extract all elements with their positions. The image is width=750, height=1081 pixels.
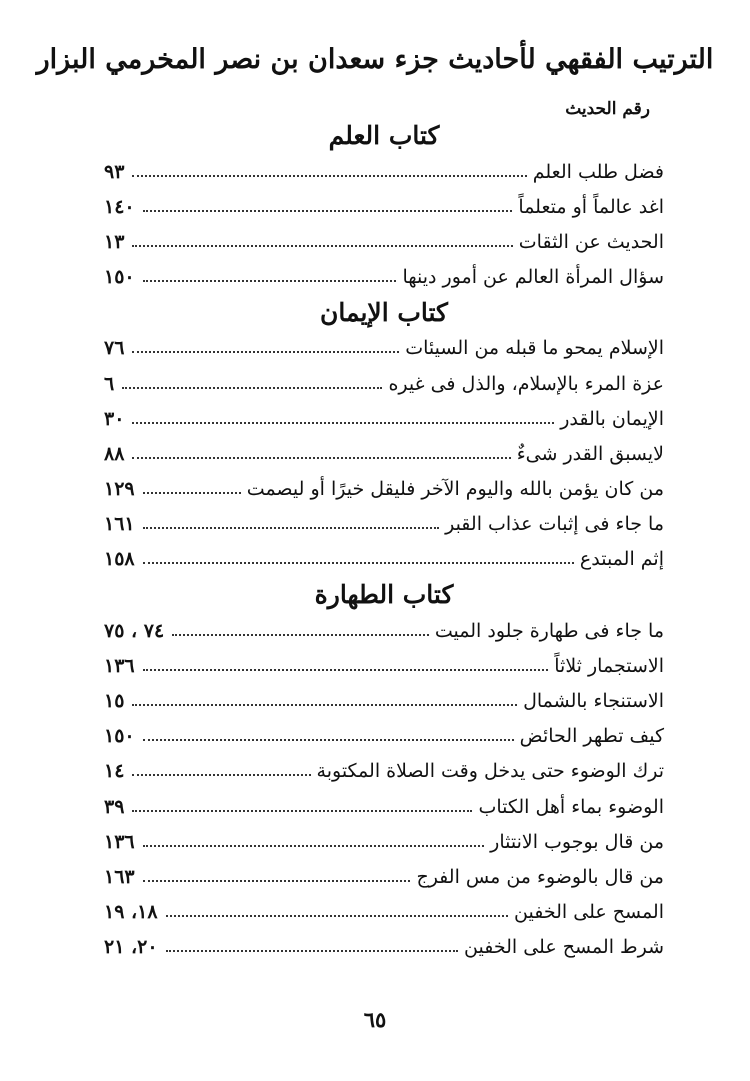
index-entry xyxy=(104,154,664,189)
index-entry xyxy=(104,824,664,859)
index-entry xyxy=(104,542,664,577)
section-title-purification: كتاب الطهارة xyxy=(314,580,454,610)
entry-hadith-numbers: ٣٠ xyxy=(104,407,125,430)
entry-topic: الإسلام يمحو ما قبله من السيئات xyxy=(405,337,664,360)
dot-leader xyxy=(143,492,241,494)
dot-leader xyxy=(143,562,574,564)
entry-hadith-numbers: ١٦١ xyxy=(104,513,135,536)
page-title: الترتيب الفقهي لأحاديث جزء سعدان بن نصر المخرمي البزار xyxy=(36,44,714,75)
entry-topic: الحديث عن الثقات xyxy=(518,230,664,253)
entry-hadith-numbers: ٩٣ xyxy=(104,160,125,183)
entry-hadith-numbers: ١٤٠ xyxy=(104,195,135,218)
index-entry xyxy=(104,366,664,401)
entry-hadith-numbers: ١٣٦ xyxy=(104,830,135,853)
dot-leader xyxy=(143,880,411,882)
entry-hadith-numbers: ١٥٠ xyxy=(104,725,135,748)
dot-leader xyxy=(143,669,549,671)
entry-topic: سؤال المرأة العالم عن أمور دينها xyxy=(402,266,664,289)
index-entry xyxy=(104,859,664,894)
entry-topic: الاستجمار ثلاثاً xyxy=(554,654,664,677)
entry-hadith-numbers: ٢٠، ٢١ xyxy=(104,936,158,959)
entry-hadith-numbers: ١٦٣ xyxy=(104,865,135,888)
entry-topic: الإيمان بالقدر xyxy=(560,407,664,430)
dot-leader xyxy=(166,950,458,952)
index-entry xyxy=(104,331,664,366)
entry-hadith-numbers: ١٣٦ xyxy=(104,654,135,677)
page-number: ٦٥ xyxy=(363,1007,387,1032)
entry-hadith-numbers: ٣٩ xyxy=(104,795,125,818)
entry-topic: من قال بوجوب الانتثار xyxy=(490,830,664,853)
index-list xyxy=(104,118,664,965)
entry-topic: شرط المسح على الخفين xyxy=(464,936,664,959)
index-entry xyxy=(104,401,664,436)
entry-hadith-numbers: ٨٨ xyxy=(104,442,125,465)
entry-topic: ترك الوضوء حتى يدخل وقت الصلاة المكتوبة xyxy=(316,760,664,783)
entry-topic: من كان يؤمن بالله واليوم الآخر فليقل خيرًا أو ليصمت xyxy=(246,478,664,501)
entry-hadith-numbers: ١٤ xyxy=(104,760,125,783)
dot-leader xyxy=(132,704,517,706)
hadith-number-column-label: رقم الحديث xyxy=(565,99,650,119)
entry-hadith-numbers: ٧٤ ، ٧٥ xyxy=(104,619,165,642)
dot-leader xyxy=(132,774,310,776)
section-title-knowledge: كتاب العلم xyxy=(328,121,440,150)
index-entry xyxy=(104,754,664,789)
dot-leader xyxy=(172,634,429,636)
dot-leader xyxy=(132,245,512,247)
section-title-faith: كتاب الإيمان xyxy=(320,297,448,327)
index-entry xyxy=(104,472,664,507)
entry-topic: اغد عالماً أو متعلماً xyxy=(518,195,664,218)
index-entry xyxy=(104,507,664,542)
dot-leader xyxy=(143,845,485,847)
entry-hadith-numbers: ١٨، ١٩ xyxy=(104,901,158,924)
entry-topic: فضل طلب العلم xyxy=(532,160,664,183)
entry-topic: عزة المرء بالإسلام، والذل فى غيره xyxy=(388,372,664,395)
entry-hadith-numbers: ١٥٠ xyxy=(104,266,135,289)
dot-leader xyxy=(132,422,554,424)
index-entry xyxy=(104,719,664,754)
entry-topic: لايسبق القدر شىءٌ xyxy=(516,442,664,465)
dot-leader xyxy=(143,739,514,741)
dot-leader xyxy=(122,387,382,389)
dot-leader xyxy=(132,175,526,177)
entry-topic: من قال بالوضوء من مس الفرج xyxy=(416,865,664,888)
index-entry xyxy=(104,683,664,718)
dot-leader xyxy=(143,527,439,529)
entry-hadith-numbers: ١٥ xyxy=(104,690,125,713)
index-entry xyxy=(104,789,664,824)
entry-topic: الاستنجاء بالشمال xyxy=(523,690,664,713)
index-entry xyxy=(104,260,664,295)
entry-topic: إثم المبتدع xyxy=(579,548,664,571)
index-entry xyxy=(104,930,664,965)
dot-leader xyxy=(132,351,399,353)
entry-hadith-numbers: ٦ xyxy=(104,372,115,395)
entry-hadith-numbers: ٧٦ xyxy=(104,337,125,360)
dot-leader xyxy=(143,210,513,212)
dot-leader xyxy=(166,915,508,917)
index-entry xyxy=(104,189,664,224)
entry-topic: ما جاء فى إثبات عذاب القبر xyxy=(445,513,664,536)
index-entry xyxy=(104,224,664,259)
entry-hadith-numbers: ١٥٨ xyxy=(104,548,135,571)
entry-hadith-numbers: ١٣ xyxy=(104,230,125,253)
index-entry xyxy=(104,648,664,683)
entry-topic: كيف تطهر الحائض xyxy=(519,725,664,748)
index-entry xyxy=(104,613,664,648)
entry-hadith-numbers: ١٢٩ xyxy=(104,478,135,501)
dot-leader xyxy=(132,810,472,812)
index-entry xyxy=(104,436,664,471)
dot-leader xyxy=(132,457,510,459)
entry-topic: المسح على الخفين xyxy=(514,901,664,924)
entry-topic: الوضوء بماء أهل الكتاب xyxy=(478,795,664,818)
dot-leader xyxy=(143,280,397,282)
entry-topic: ما جاء فى طهارة جلود الميت xyxy=(434,619,664,642)
index-entry xyxy=(104,895,664,930)
